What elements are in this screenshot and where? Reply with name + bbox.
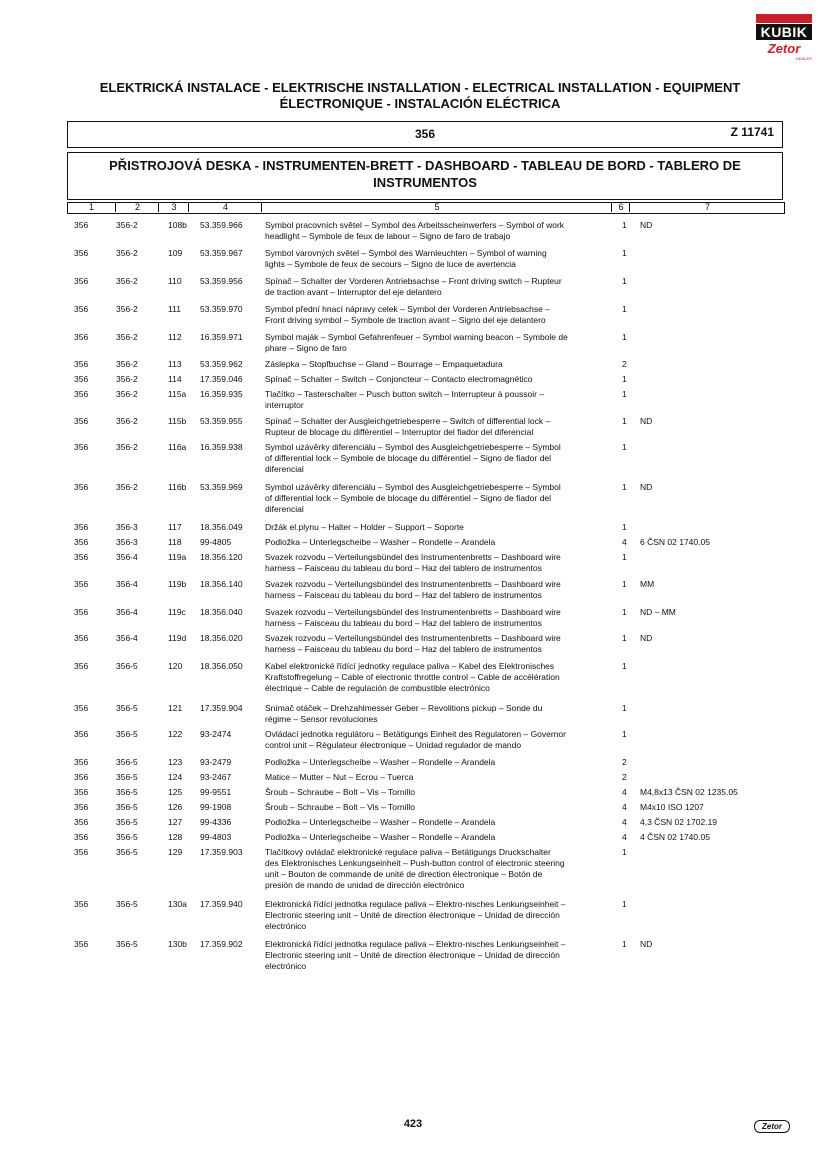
row-note: M4x10 ISO 1207 — [640, 802, 704, 812]
row-subgroup: 356-2 — [116, 332, 138, 342]
description-line: Spínač – Schalter – Switch – Conjoncteur – Contacto electromagnético — [265, 374, 533, 384]
row-subgroup: 356-2 — [116, 359, 138, 369]
description-line: Kraftstoffregelung – Cable of electronic throttle control – Cable de accélération — [265, 672, 560, 682]
description-line: Symbol pracovních světel – Symbol des Arbeitsscheinwerfers – Symbol of work — [265, 220, 565, 230]
row-note: 4 ČSN 02 1740.05 — [640, 832, 710, 842]
column-header-row — [67, 202, 785, 214]
row-note: ND – MM — [640, 607, 676, 617]
row-description — [265, 633, 611, 655]
row-position: 112 — [168, 332, 182, 342]
description-line: Svazek rozvodu – Verteilungsbündel des Instrumentenbretts – Dashboard wire — [265, 633, 561, 643]
row-group: 356 — [74, 248, 89, 258]
row-description — [265, 332, 611, 354]
row-description — [265, 248, 611, 270]
row-group: 356 — [74, 899, 89, 909]
row-group: 356 — [74, 220, 89, 230]
row-quantity: 2 — [622, 359, 627, 369]
row-subgroup: 356-5 — [116, 757, 138, 767]
row-quantity: 4 — [622, 817, 627, 827]
row-subgroup: 356-3 — [116, 522, 138, 532]
description-line: harness – Faisceau du tableau du bord – Haz del tablero de instrumentos — [265, 644, 542, 654]
row-note: ND — [640, 633, 653, 643]
description-line: Spínač – Schalter der Vorderen Antriebsachse – Front driving switch – Rupteur — [265, 276, 562, 286]
row-description — [265, 482, 611, 515]
row-description — [265, 552, 611, 574]
row-part-number: 17.359.903 — [200, 847, 243, 857]
row-description — [265, 220, 611, 242]
footer-zetor-logo: Zetor — [754, 1120, 790, 1133]
row-group: 356 — [74, 703, 89, 713]
row-quantity: 1 — [622, 939, 627, 949]
row-quantity: 1 — [622, 332, 627, 342]
row-description — [265, 304, 611, 326]
row-group: 356 — [74, 787, 89, 797]
description-line: Podložka – Unterlegscheibe – Washer – Rondelle – Arandela — [265, 832, 496, 842]
row-part-number: 53.359.970 — [200, 304, 243, 314]
row-note: ND — [640, 220, 653, 230]
row-description — [265, 416, 611, 438]
description-line: Podložka – Unterlegscheibe – Washer – Rondelle – Arandela — [265, 537, 496, 547]
description-line: Svazek rozvodu – Verteilungsbündel des Instrumentenbretts – Dashboard wire — [265, 552, 561, 562]
row-quantity: 2 — [622, 757, 627, 767]
row-part-number: 18.356.050 — [200, 661, 243, 671]
row-group: 356 — [74, 832, 89, 842]
row-subgroup: 356-5 — [116, 899, 138, 909]
row-position: 127 — [168, 817, 183, 827]
column-header-7: 7 — [629, 202, 785, 212]
logo-brand: KUBIK — [756, 24, 812, 40]
description-line: Electronic steering unit – Unité de direction électronique – Unidad de dirección — [265, 950, 560, 960]
row-position: 109 — [168, 248, 183, 258]
row-position: 130b — [168, 939, 187, 949]
title-line-1: ELEKTRICKÁ INSTALACE - ELEKTRISCHE INSTALLATION - ELECTRICAL INSTALLATION - EQUIPMENT — [99, 80, 741, 95]
row-quantity: 1 — [622, 522, 627, 532]
row-note: ND — [640, 482, 653, 492]
row-position: 130a — [168, 899, 187, 909]
row-position: 122 — [168, 729, 183, 739]
description-line: Držák el.plynu – Halter – Holder – Support – Soporte — [265, 522, 464, 532]
description-line: harness – Faisceau du tableau du bord – Haz del tablero de instrumentos — [265, 618, 542, 628]
row-quantity: 4 — [622, 537, 627, 547]
column-header-5: 5 — [261, 202, 612, 212]
row-subgroup: 356-5 — [116, 939, 138, 949]
row-part-number: 17.359.902 — [200, 939, 243, 949]
description-line: Symbol uzávěrky diferenciálu – Symbol des Ausgleichgetriebesperre – Symbol — [265, 442, 561, 452]
row-group: 356 — [74, 757, 89, 767]
row-description — [265, 374, 611, 385]
row-subgroup: 356-4 — [116, 607, 138, 617]
description-line: harness – Faisceau du tableau du bord – Haz del tablero de instrumentos — [265, 563, 542, 573]
row-quantity: 4 — [622, 802, 627, 812]
row-position: 119d — [168, 633, 187, 643]
row-description — [265, 847, 611, 891]
row-note: M4,8x13 ČSN 02 1235.05 — [640, 787, 738, 797]
row-note: MM — [640, 579, 655, 589]
row-description — [265, 359, 611, 370]
row-quantity: 1 — [622, 661, 627, 671]
section-title-box — [67, 152, 783, 200]
row-position: 116a — [168, 442, 187, 452]
logo-tag: DEALER — [795, 56, 812, 61]
row-group: 356 — [74, 633, 89, 643]
row-part-number: 18.356.020 — [200, 633, 243, 643]
row-description — [265, 579, 611, 601]
row-quantity: 1 — [622, 729, 627, 739]
group-number: 356 — [414, 127, 436, 141]
row-position: 114 — [168, 374, 182, 384]
description-line: Svazek rozvodu – Verteilungsbündel des Instrumentenbretts – Dashboard wire — [265, 607, 561, 617]
row-group: 356 — [74, 939, 89, 949]
description-line: Spínač – Schalter der Ausgleichgetriebesperre – Switch of differential lock – — [265, 416, 551, 426]
row-group: 356 — [74, 552, 89, 562]
description-line: lights – Symbole de feux de secours – Signo de luce de avertencia — [265, 259, 516, 269]
row-group: 356 — [74, 579, 89, 589]
row-quantity: 1 — [622, 248, 627, 258]
description-line: Front driving symbol – Symbole de traction avant – Signo del eje delantero — [265, 315, 546, 325]
row-quantity: 1 — [622, 389, 627, 399]
row-description — [265, 703, 611, 725]
description-line: Elektronická řídící jednotka regulace paliva – Elektro-nisches Lenkungseinheit – — [265, 899, 566, 909]
description-line: of differential lock – Symbole de blocage du différentiel – Signo de fiador del — [265, 453, 552, 463]
row-description — [265, 729, 611, 751]
row-part-number: 93-2474 — [200, 729, 232, 739]
row-quantity: 1 — [622, 847, 627, 857]
row-position: 116b — [168, 482, 187, 492]
row-group: 356 — [74, 374, 89, 384]
row-quantity: 1 — [622, 304, 627, 314]
row-position: 128 — [168, 832, 183, 842]
row-part-number: 99-4336 — [200, 817, 232, 827]
row-note: 4,3 ČSN 02 1702.19 — [640, 817, 718, 827]
group-code-box — [67, 121, 783, 148]
row-group: 356 — [74, 607, 89, 617]
column-header-3: 3 — [158, 202, 189, 212]
row-subgroup: 356-5 — [116, 847, 138, 857]
row-group: 356 — [74, 729, 89, 739]
row-subgroup: 356-2 — [116, 248, 138, 258]
column-header-1: 1 — [88, 202, 94, 212]
description-line: control unit – Régulateur électronique – Unidad regulador de mando — [265, 740, 522, 750]
description-line: Záslepka – Stopfbuchse – Gland – Bourrage – Empaquetadura — [265, 359, 503, 369]
row-part-number: 99-1908 — [200, 802, 232, 812]
row-note: 6 ČSN 02 1740.05 — [640, 537, 710, 547]
row-position: 113 — [168, 359, 182, 369]
document-code: Z 11741 — [730, 125, 774, 139]
row-part-number: 18.356.049 — [200, 522, 243, 532]
row-position: 119a — [168, 552, 187, 562]
description-line: Snímač otáček – Drehzahlmesser Geber – Revolitions pickup – Sonde du — [265, 703, 543, 713]
row-subgroup: 356-5 — [116, 661, 138, 671]
row-part-number: 16.359.935 — [200, 389, 243, 399]
row-subgroup: 356-5 — [116, 703, 138, 713]
row-quantity: 1 — [622, 442, 627, 452]
row-quantity: 1 — [622, 220, 627, 230]
row-part-number: 17.359.046 — [200, 374, 243, 384]
row-subgroup: 356-5 — [116, 787, 138, 797]
row-position: 126 — [168, 802, 183, 812]
description-line: of differential lock – Symbole de blocage du différentiel – Signo de fiador del — [265, 493, 552, 503]
row-description — [265, 389, 611, 411]
section-title — [78, 157, 772, 191]
logo-sub: Zetor — [767, 41, 801, 56]
row-subgroup: 356-2 — [116, 416, 138, 426]
row-quantity: 1 — [622, 579, 627, 589]
row-part-number: 99-4803 — [200, 832, 232, 842]
row-group: 356 — [74, 802, 89, 812]
row-position: 117 — [168, 522, 182, 532]
description-line: de traction avant – Interruptor del eje delantero — [265, 287, 442, 297]
row-part-number: 17.359.940 — [200, 899, 243, 909]
row-part-number: 53.359.966 — [200, 220, 243, 230]
row-position: 123 — [168, 757, 183, 767]
description-line: Symbol uzávěrky diferenciálu – Symbol des Ausgleichgetriebesperre – Symbol — [265, 482, 561, 492]
row-quantity: 1 — [622, 899, 627, 909]
row-description — [265, 442, 611, 475]
row-group: 356 — [74, 537, 89, 547]
description-line: electrónico — [265, 921, 307, 931]
row-part-number: 99-4805 — [200, 537, 232, 547]
document-title — [60, 80, 780, 112]
row-description — [265, 787, 611, 798]
row-group: 356 — [74, 389, 89, 399]
row-group: 356 — [74, 482, 89, 492]
row-part-number: 93-2467 — [200, 772, 232, 782]
row-quantity: 1 — [622, 276, 627, 286]
row-group: 356 — [74, 359, 89, 369]
page-number: 423 — [403, 1118, 423, 1130]
description-line: presión de mando de unidad de dirección electrónico — [265, 880, 465, 890]
row-part-number: 99-9551 — [200, 787, 232, 797]
row-subgroup: 356-2 — [116, 220, 138, 230]
description-line: Svazek rozvodu – Verteilungsbündel des Instrumentenbretts – Dashboard wire — [265, 579, 561, 589]
row-position: 119c — [168, 607, 186, 617]
row-description — [265, 661, 611, 694]
row-description — [265, 276, 611, 298]
logo-top-bar — [756, 14, 812, 23]
column-header-4: 4 — [188, 202, 262, 212]
description-line: Šroub – Schraube – Bolt – Vis – Tornillo — [265, 787, 415, 797]
row-description — [265, 939, 611, 972]
row-group: 356 — [74, 522, 89, 532]
row-group: 356 — [74, 416, 89, 426]
row-position: 121 — [168, 703, 183, 713]
column-header-2: 2 — [115, 202, 159, 212]
row-part-number: 17.359.904 — [200, 703, 243, 713]
row-part-number: 53.359.956 — [200, 276, 243, 286]
row-subgroup: 356-5 — [116, 772, 138, 782]
row-description — [265, 772, 611, 783]
row-description — [265, 832, 611, 843]
row-quantity: 2 — [622, 772, 627, 782]
row-quantity: 1 — [622, 482, 627, 492]
description-line: diferencial — [265, 504, 304, 514]
row-position: 118 — [168, 537, 182, 547]
description-line: Symbol varovných světel – Symbol des Warnleuchten – Symbol of warning — [265, 248, 547, 258]
section-line-2: INSTRUMENTOS — [373, 175, 477, 190]
column-header-6: 6 — [611, 202, 630, 212]
row-subgroup: 356-4 — [116, 633, 138, 643]
row-position: 115b — [168, 416, 187, 426]
description-line: Tlačítkový ovládač elektronické regulace paliva – Betätigungs Druckschalter — [265, 847, 551, 857]
row-part-number: 16.359.971 — [200, 332, 243, 342]
description-line: électrique – Cable de regulación de combustible electrónico — [265, 683, 490, 693]
row-position: 124 — [168, 772, 183, 782]
row-subgroup: 356-3 — [116, 537, 138, 547]
row-quantity: 1 — [622, 552, 627, 562]
row-part-number: 53.359.962 — [200, 359, 243, 369]
row-part-number: 16.359.938 — [200, 442, 243, 452]
row-part-number: 18.356.140 — [200, 579, 243, 589]
row-quantity: 1 — [622, 416, 627, 426]
row-description — [265, 607, 611, 629]
row-quantity: 1 — [622, 633, 627, 643]
row-quantity: 4 — [622, 787, 627, 797]
row-quantity: 1 — [622, 374, 627, 384]
row-subgroup: 356-2 — [116, 482, 138, 492]
description-line: Kabel elektronické řídící jednotky regulace paliva – Kabel des Elektronisches — [265, 661, 555, 671]
description-line: Podložka – Unterlegscheibe – Washer – Rondelle – Arandela — [265, 817, 496, 827]
row-subgroup: 356-5 — [116, 832, 138, 842]
row-group: 356 — [74, 276, 89, 286]
row-description — [265, 757, 611, 768]
row-subgroup: 356-5 — [116, 817, 138, 827]
row-subgroup: 356-2 — [116, 442, 138, 452]
row-description — [265, 817, 611, 828]
description-line: Šroub – Schraube – Bolt – Vis – Tornillo — [265, 802, 415, 812]
section-line-1: PŘISTROJOVÁ DESKA - INSTRUMENTEN-BRETT - DASHBOARD - TABLEAU DE BORD - TABLERO DE — [109, 158, 741, 173]
row-position: 115a — [168, 389, 187, 399]
description-line: electrónico — [265, 961, 307, 971]
description-line: des Elektronisches Lenkungseinheit – Push-button control of electronic steering — [265, 858, 565, 868]
row-group: 356 — [74, 661, 89, 671]
description-line: Podložka – Unterlegscheibe – Washer – Rondelle – Arandela — [265, 757, 496, 767]
description-line: diferencial — [265, 464, 304, 474]
row-subgroup: 356-2 — [116, 389, 138, 399]
description-line: Rupteur de blocage du différentiel – Interruptor del fiador del diferencial — [265, 427, 534, 437]
description-line: Elektronická řídící jednotka regulace paliva – Elektro-nisches Lenkungseinheit – — [265, 939, 566, 949]
row-subgroup: 356-4 — [116, 579, 138, 589]
description-line: Matice – Mutter – Nut – Ecrou – Tuerca — [265, 772, 414, 782]
row-note: ND — [640, 939, 653, 949]
row-description — [265, 802, 611, 813]
row-position: 108b — [168, 220, 187, 230]
row-position: 110 — [168, 276, 182, 286]
row-group: 356 — [74, 332, 89, 342]
row-position: 111 — [168, 304, 181, 314]
row-group: 356 — [74, 304, 89, 314]
row-part-number: 53.359.955 — [200, 416, 243, 426]
row-position: 129 — [168, 847, 183, 857]
row-group: 356 — [74, 772, 89, 782]
row-part-number: 18.356.040 — [200, 607, 243, 617]
row-subgroup: 356-2 — [116, 276, 138, 286]
row-group: 356 — [74, 817, 89, 827]
row-group: 356 — [74, 442, 89, 452]
description-line: régime – Sensor revoluciones — [265, 714, 378, 724]
description-line: unit – Bouton de commande de unité de direction électronique – Botón de — [265, 869, 543, 879]
description-line: Symbol přední hnací nápravy celek – Symbol der Vorderen Antriebsachse – — [265, 304, 550, 314]
title-line-2: ÉLECTRONIQUE - INSTALACIÓN ELÉCTRICA — [279, 96, 561, 111]
row-subgroup: 356-2 — [116, 374, 138, 384]
row-part-number: 53.359.969 — [200, 482, 243, 492]
description-line: Symbol maják – Symbol Gefahrenfeuer – Symbol warning beacon – Symbole de — [265, 332, 568, 342]
row-position: 119b — [168, 579, 187, 589]
kubik-zetor-logo — [756, 14, 812, 66]
row-subgroup: 356-4 — [116, 552, 138, 562]
row-group: 356 — [74, 847, 89, 857]
description-line: phare – Signo de faro — [265, 343, 347, 353]
row-quantity: 4 — [622, 832, 627, 842]
row-note: ND — [640, 416, 653, 426]
row-part-number: 18.356.120 — [200, 552, 243, 562]
row-subgroup: 356-2 — [116, 304, 138, 314]
description-line: headlight – Symbole de feux de labour – Signo de faro de trabajo — [265, 231, 511, 241]
description-line: Electronic steering unit – Unité de direction électronique – Unidad de dirección — [265, 910, 560, 920]
row-description — [265, 537, 611, 548]
row-part-number: 93-2479 — [200, 757, 232, 767]
description-line: harness – Faisceau du tableau du bord – Haz del tablero de instrumentos — [265, 590, 542, 600]
row-position: 120 — [168, 661, 183, 671]
row-subgroup: 356-5 — [116, 802, 138, 812]
row-subgroup: 356-5 — [116, 729, 138, 739]
row-description — [265, 899, 611, 932]
description-line: Tlačítko – Tasterschalter – Pusch button switch – Interrupteur à poussoir – — [265, 389, 545, 399]
row-description — [265, 522, 611, 533]
row-quantity: 1 — [622, 703, 627, 713]
row-part-number: 53.359.967 — [200, 248, 243, 258]
description-line: Ovládací jednotka regulátoru – Betätigungs Einheit des Regulatoren – Governor — [265, 729, 566, 739]
row-position: 125 — [168, 787, 183, 797]
row-quantity: 1 — [622, 607, 627, 617]
description-line: interruptor — [265, 400, 304, 410]
